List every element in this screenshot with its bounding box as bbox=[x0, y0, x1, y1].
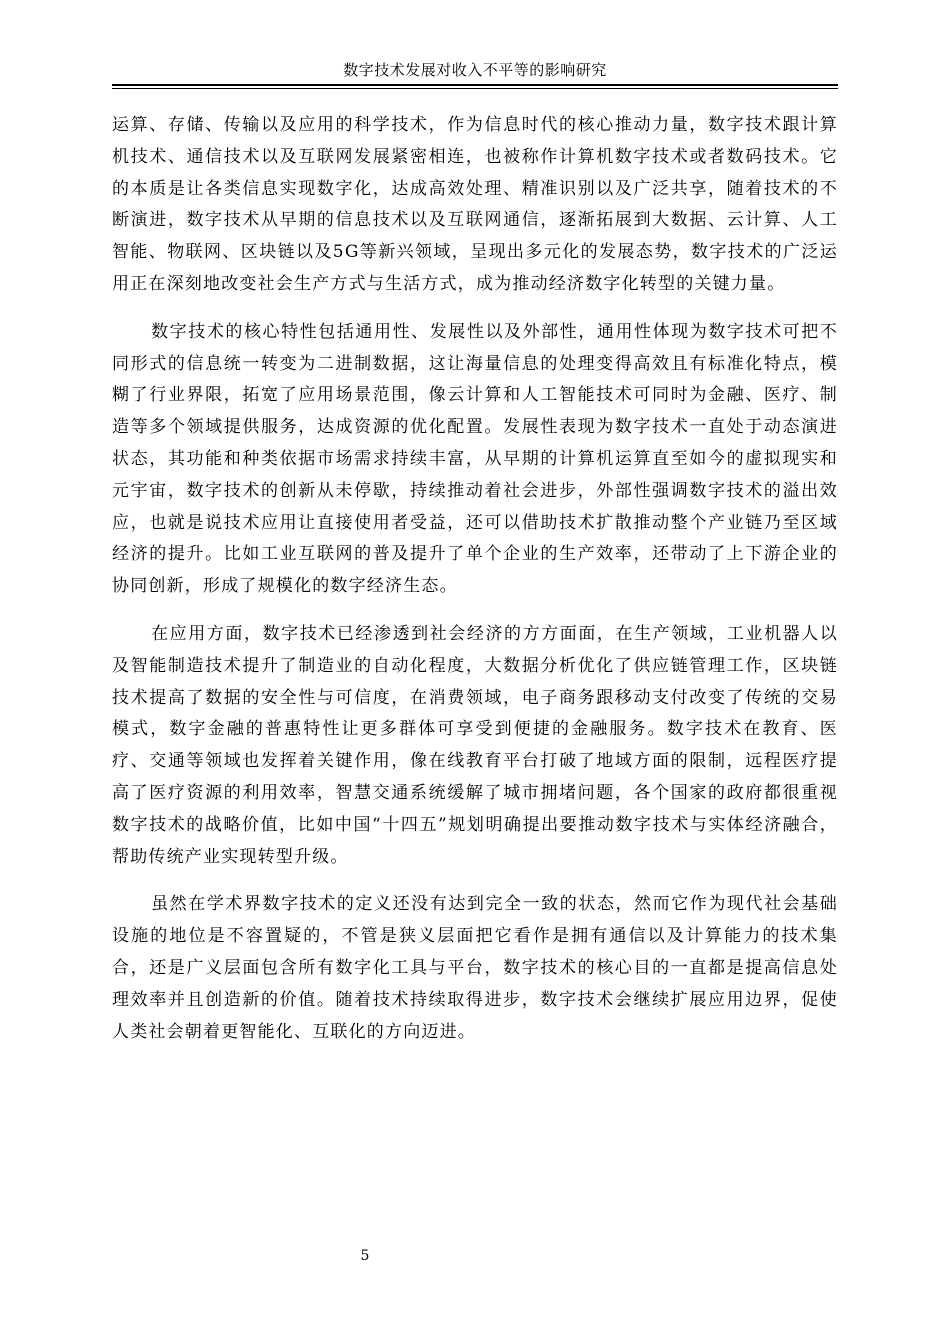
header-rule-thin bbox=[112, 88, 838, 89]
paragraph-continued: 运算、存储、传输以及应用的科学技术，作为信息时代的核心推动力量，数字技术跟计算机技术、通信技术以及互联网发展紧密相连，也被称作计算机数字技术或者数码技术。它的本质是让各类信息实现数字化，达成高效处理、精准识别以及广泛共享，随着技术的不断演进，数字技术从早期的信息技术以及互联网通信，逐渐拓展到大数据、云计算、人工智能、物联网、区块链以及5G等新兴领域，呈现出多元化的发展态势，数字技术的广泛运用正在深刻地改变社会生产方式与生活方式，成为推动经济数字化转型的关键力量。 bbox=[112, 115, 838, 294]
paragraph-applications: 在应用方面，数字技术已经渗透到社会经济的方方面面，在生产领域，工业机器人以及智能制造技术提升了制造业的自动化程度，大数据分析优化了供应链管理工作，区块链技术提高了数据的安全性与可信度，在消费领域，电子商务跟移动支付改变了传统的交易模式，数字金融的普惠特性让更多群体可享受到便捷的金融服务。数字技术在教育、医疗、交通等领域也发挥着关键作用，像在线教育平台打破了地域方面的限制，远程医疗提高了医疗资源的利用效率，智慧交通系统缓解了城市拥堵问题，各个国家的政府都很重视数字技术的战略价值，比如中国“十四五”规划明确提出要推动数字技术与实体经济融合，帮助传统产业实现转型升级。 bbox=[112, 623, 838, 867]
body-text bbox=[112, 110, 838, 1064]
page-number: 5 bbox=[360, 1248, 370, 1264]
paragraph-conclusion: 虽然在学术界数字技术的定义还没有达到完全一致的状态，然而它作为现代社会基础设施的地位是不容置疑的，不管是狭义层面把它看作是拥有通信以及计算能力的技术集合，还是广义层面包含所有数字化工具与平台，数字技术的核心目的一直都是提高信息处理效率并且创造新的价值。随着技术持续取得进步，数字技术会继续扩展应用边界，促使人类社会朝着更智能化、互联化的方向迈进。 bbox=[112, 894, 838, 1042]
running-header-title: 数字技术发展对收入不平等的影响研究 bbox=[343, 61, 607, 79]
paragraph-core-characteristics: 数字技术的核心特性包括通用性、发展性以及外部性，通用性体现为数字技术可把不同形式的信息统一转变为二进制数据，这让海量信息的处理变得高效且有标准化特点，模糊了行业界限，拓宽了应用场景范围，像云计算和人工智能技术可同时为金融、医疗、制造等多个领域提供服务，达成资源的优化配置。发展性表现为数字技术一直处于动态演进状态，其功能和种类依据市场需求持续丰富，从早期的计算机运算直至如今的虚拟现实和元宇宙，数字技术的创新从未停歇，持续推动着社会进步，外部性强调数字技术的溢出效应，也就是说技术应用让直接使用者受益，还可以借助技术扩散推动整个产业链乃至区域经济的提升。比如工业互联网的普及提升了单个企业的生产效率，还带动了上下游企业的协同创新，形成了规模化的数字经济生态。 bbox=[112, 321, 838, 597]
header-rule-thick bbox=[112, 84, 838, 86]
